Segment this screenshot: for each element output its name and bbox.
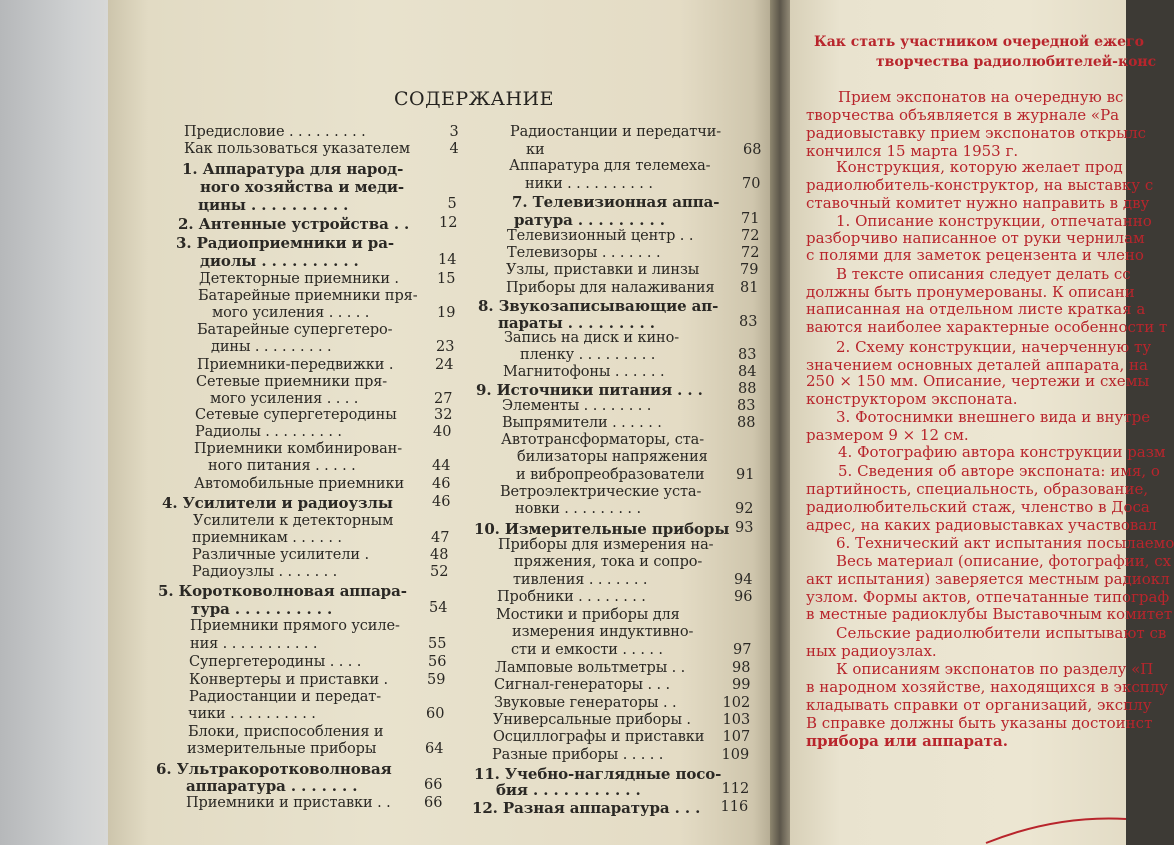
toc-page-number: 64	[425, 741, 444, 757]
toc-page-number: 88	[737, 415, 756, 431]
toc-page-number: 56	[428, 654, 447, 670]
toc-page-number: 116	[720, 799, 749, 815]
toc-entry: Радиоузлы . . . . . . .	[192, 564, 338, 580]
toc-entry: Телевизионный центр . .	[507, 228, 694, 244]
toc-page-number: 66	[424, 777, 443, 793]
toc-page-number: 60	[426, 706, 445, 722]
toc-page-number: 83	[739, 314, 758, 330]
toc-page-number: 83	[737, 398, 756, 414]
toc-entry: 6. Ультракоротковолновая	[156, 760, 392, 778]
toc-entry: дины . . . . . . . . .	[211, 339, 332, 355]
toc-entry: ки	[526, 142, 545, 158]
right-page-line: творчества радиолюбителей-конс	[876, 54, 1157, 70]
toc-entry: Ламповые вольтметры . .	[495, 660, 686, 676]
toc-page-number: 14	[438, 252, 457, 268]
right-page-line: прибора или аппарата.	[806, 732, 1008, 750]
toc-entry: Различные усилители .	[192, 547, 369, 563]
right-page-line: разборчиво написанное от руки чернилам	[806, 229, 1145, 247]
toc-entry: Предисловие . . . . . . . . .	[184, 124, 366, 140]
right-page-line: кончился 15 марта 1953 г.	[806, 142, 1019, 160]
toc-entry: ния . . . . . . . . . . .	[190, 636, 318, 652]
toc-page-number: 52	[430, 564, 449, 580]
toc-page-number: 68	[743, 142, 762, 158]
toc-entry: аппаратура . . . . . . .	[186, 777, 358, 795]
right-page-line: конструктором экспоната.	[806, 390, 1018, 408]
toc-entry: Разные приборы . . . . .	[492, 747, 664, 763]
right-page-line: 2. Схему конструкции, начерченную ту	[836, 338, 1152, 356]
right-page-line: с полями для заметок рецензента и члено	[806, 246, 1144, 264]
toc-entry: Запись на диск и кино-	[504, 330, 680, 346]
right-page-line: кладывать справки от организаций, эксплу	[806, 696, 1152, 714]
toc-entry: 5. Коротковолновая аппара-	[158, 582, 407, 600]
right-page-line: 4. Фотографию автора конструкции разм	[838, 443, 1166, 461]
toc-page-number: 5	[447, 196, 457, 212]
toc-page-number: 88	[738, 381, 757, 397]
toc-page-number: 15	[437, 271, 456, 287]
right-page-line: должны быть пронумерованы. К описани	[806, 283, 1135, 301]
toc-page-number: 19	[437, 305, 456, 321]
toc-entry: Приборы для налаживания	[506, 280, 715, 296]
toc-entry: Телевизоры . . . . . . .	[507, 245, 661, 261]
right-page-line: Конструкция, которую желает прод	[836, 158, 1123, 176]
toc-entry: ратура . . . . . . . . .	[514, 211, 665, 229]
toc-entry: Аппаратура для телемеха-	[509, 158, 711, 174]
book-gutter	[770, 0, 792, 845]
toc-entry: сти и емкости . . . . .	[511, 642, 663, 658]
toc-entry: и вибропреобразователи	[516, 467, 705, 483]
toc-entry: диолы . . . . . . . . . .	[200, 252, 359, 270]
toc-page-number: 4	[449, 141, 459, 157]
right-page-line: К описаниям экспонатов по разделу «П	[836, 660, 1154, 678]
toc-entry: Усилители к детекторным	[193, 513, 394, 529]
toc-page-number: 24	[435, 357, 454, 373]
right-page-line: В тексте описания следует делать сс	[836, 265, 1131, 283]
toc-entry: 10. Измерительные приборы	[474, 520, 730, 538]
toc-entry: Блоки, приспособления и	[188, 724, 384, 740]
toc-entry: Сигнал-генераторы . . .	[494, 677, 671, 693]
toc-page-number: 44	[432, 458, 451, 474]
toc-page-number: 79	[740, 262, 759, 278]
toc-page-number: 3	[449, 124, 459, 140]
toc-entry: чики . . . . . . . . . .	[188, 706, 316, 722]
toc-entry: Конвертеры и приставки .	[189, 672, 389, 688]
toc-page-number: 71	[741, 211, 760, 227]
toc-entry: пряжения, тока и сопро-	[514, 554, 703, 570]
toc-entry: мого усиления . . . .	[210, 391, 359, 407]
right-page-line: творчества объявляется в журнале «Ра	[806, 106, 1120, 124]
toc-entry: Звуковые генераторы . .	[494, 695, 677, 711]
toc-page-number: 83	[738, 347, 757, 363]
toc-entry: 2. Антенные устройства . .	[178, 215, 410, 233]
toc-page-number: 59	[427, 672, 446, 688]
right-page-line: ных радиоузлах.	[806, 642, 937, 660]
toc-page-number: 32	[434, 407, 453, 423]
toc-entry: 12. Разная аппаратура . . .	[472, 799, 701, 817]
right-page-line: написанная на отдельном листе краткая а	[806, 300, 1146, 318]
right-page-line: ваются наиболее характерные особенности т	[806, 318, 1168, 336]
toc-page-number: 27	[434, 391, 453, 407]
toc-entry: измерительные приборы	[187, 741, 377, 757]
right-page-line: 5. Сведения об авторе экспоната: имя, о	[838, 462, 1160, 480]
toc-entry: пленку . . . . . . . . .	[520, 347, 656, 363]
toc-entry: Сетевые супергетеродины	[195, 407, 397, 423]
toc-entry: Приборы для измерения на-	[498, 537, 714, 553]
toc-entry: ного хозяйства и меди-	[200, 178, 404, 196]
toc-entry: билизаторы напряжения	[517, 449, 708, 465]
right-page-line: адрес, на каких радиовыставках участвовал	[806, 516, 1157, 534]
red-curve-decoration	[986, 805, 1126, 845]
toc-entry: 1. Аппаратура для народ-	[182, 160, 404, 178]
toc-page-number: 97	[733, 642, 752, 658]
right-page-line: радиовыставку прием экспонатов открылс	[806, 124, 1147, 142]
toc-entry: приемникам . . . . . .	[192, 530, 342, 546]
toc-entry: Радиолы . . . . . . . . .	[195, 424, 342, 440]
toc-entry: Магнитофоны . . . . . .	[503, 364, 665, 380]
toc-entry: Радиостанции и передат-	[189, 689, 382, 705]
right-page-line: узлом. Формы актов, отпечатанные типограф	[806, 588, 1170, 606]
toc-page-number: 55	[428, 636, 447, 652]
toc-page-number: 23	[436, 339, 455, 355]
right-page-line: в местные радиоклубы Выставочным комитет	[806, 605, 1173, 623]
toc-entry: 4. Усилители и радиоузлы	[162, 494, 393, 512]
toc-entry: 3. Радиоприемники и ра-	[176, 234, 394, 252]
right-page-line: В справке должны быть указаны достоинст	[806, 714, 1153, 732]
toc-entry: цины . . . . . . . . . .	[198, 196, 349, 214]
right-page-line: в народном хозяйстве, находящихся в эксплу	[806, 678, 1169, 696]
toc-page-number: 47	[431, 530, 450, 546]
toc-entry: тура . . . . . . . . . .	[191, 600, 333, 618]
right-page-line: размером 9 × 12 см.	[806, 426, 969, 444]
toc-page-number: 72	[741, 228, 760, 244]
toc-entry: Радиостанции и передатчи-	[510, 124, 722, 140]
toc-page-number: 107	[722, 729, 751, 745]
toc-entry: Детекторные приемники .	[199, 271, 399, 287]
toc-page-number: 103	[722, 712, 751, 728]
toc-page-number: 99	[732, 677, 751, 693]
toc-entry: Узлы, приставки и линзы	[506, 262, 700, 278]
toc-page-number: 66	[424, 795, 443, 811]
right-page-line: Прием экспонатов на очередную вс	[838, 88, 1124, 106]
toc-page-number: 72	[741, 245, 760, 261]
right-page-line: 3. Фотоснимки внешнего вида и внутре	[836, 408, 1151, 426]
toc-entry: ного питания . . . . .	[208, 458, 356, 474]
toc-page-number: 94	[734, 572, 753, 588]
right-page-line: Как стать участником очередной ежего	[814, 34, 1144, 50]
toc-page-number: 81	[740, 280, 759, 296]
right-page-line: радиолюбительский стаж, членство в Доса	[806, 498, 1150, 516]
toc-entry: 8. Звукозаписывающие ап-	[478, 297, 719, 315]
toc-entry: 7. Телевизионная аппа-	[512, 193, 720, 211]
toc-entry: Универсальные приборы .	[493, 712, 691, 728]
toc-page-number: 54	[429, 600, 448, 616]
toc-page-number: 96	[734, 589, 753, 605]
right-page-line: радиолюбитель-конструктор, на выставку с	[806, 176, 1154, 194]
toc-entry: 11. Учебно-наглядные посо-	[474, 765, 722, 783]
toc-page-number: 112	[721, 781, 750, 797]
toc-page-number: 109	[721, 747, 750, 763]
toc-entry: Выпрямители . . . . . .	[502, 415, 662, 431]
toc-page-number: 84	[738, 364, 757, 380]
background-table	[0, 0, 125, 845]
toc-heading: СОДЕРЖАНИЕ	[394, 88, 554, 110]
toc-entry: Как пользоваться указателем	[184, 141, 411, 157]
toc-entry: Элементы . . . . . . . .	[502, 398, 652, 414]
toc-entry: измерения индуктивно-	[512, 624, 694, 640]
toc-entry: тивления . . . . . . .	[513, 572, 648, 588]
toc-entry: Автомобильные приемники	[194, 476, 405, 492]
toc-page-number: 46	[432, 494, 451, 510]
right-page-line: Сельские радиолюбители испытывают св	[836, 624, 1167, 642]
right-page-line: акт испытания) заверяется местным радиокл	[806, 570, 1170, 588]
toc-page-number: 40	[433, 424, 452, 440]
toc-entry: Батарейные супергетеро-	[197, 322, 393, 338]
toc-page-number: 91	[736, 467, 755, 483]
toc-entry: 9. Источники питания . . .	[476, 381, 703, 399]
toc-entry: новки . . . . . . . . .	[515, 501, 641, 517]
toc-entry: Приемники комбинирован-	[194, 441, 402, 457]
toc-page-number: 98	[732, 660, 751, 676]
toc-page-number: 92	[735, 501, 754, 517]
right-page-line: 6. Технический акт испытания посылаемо	[836, 534, 1174, 552]
toc-entry: Приемники и приставки . .	[186, 795, 391, 811]
toc-page-number: 70	[742, 176, 761, 192]
right-page-line: значением основных деталей аппарата, на	[806, 356, 1148, 374]
toc-page-number: 102	[722, 695, 751, 711]
toc-entry: ники . . . . . . . . . .	[525, 176, 653, 192]
right-page-line: ставочный комитет нужно направить в дву	[806, 194, 1150, 212]
toc-entry: мого усиления . . . . .	[212, 305, 370, 321]
toc-entry: Приемники-передвижки .	[197, 357, 394, 373]
toc-page-number: 93	[735, 520, 754, 536]
toc-page-number: 46	[432, 476, 451, 492]
right-page-line: партийность, специальность, образование,	[806, 480, 1149, 498]
toc-page-number: 48	[430, 547, 449, 563]
toc-entry: Супергетеродины . . . .	[189, 654, 362, 670]
toc-entry: параты . . . . . . . . .	[498, 314, 655, 332]
toc-entry: бия . . . . . . . . . . .	[496, 781, 641, 799]
toc-entry: Ветроэлектрические уста-	[500, 484, 702, 500]
toc-entry: Осциллографы и приставки	[493, 729, 705, 745]
right-page-line: Весь материал (описание, фотографии, сх	[836, 552, 1172, 570]
toc-entry: Приемники прямого усиле-	[190, 618, 400, 634]
toc-entry: Пробники . . . . . . . .	[497, 589, 646, 605]
right-page-line: 1. Описание конструкции, отпечатанно	[836, 212, 1152, 230]
toc-entry: Мостики и приборы для	[496, 607, 680, 623]
toc-entry: Батарейные приемники пря-	[198, 288, 418, 304]
right-page-line: 250 × 150 мм. Описание, чертежи и схемы	[806, 372, 1150, 390]
toc-page-number: 12	[439, 215, 458, 231]
toc-entry: Сетевые приемники пря-	[196, 374, 388, 390]
toc-entry: Автотрансформаторы, ста-	[501, 432, 704, 448]
